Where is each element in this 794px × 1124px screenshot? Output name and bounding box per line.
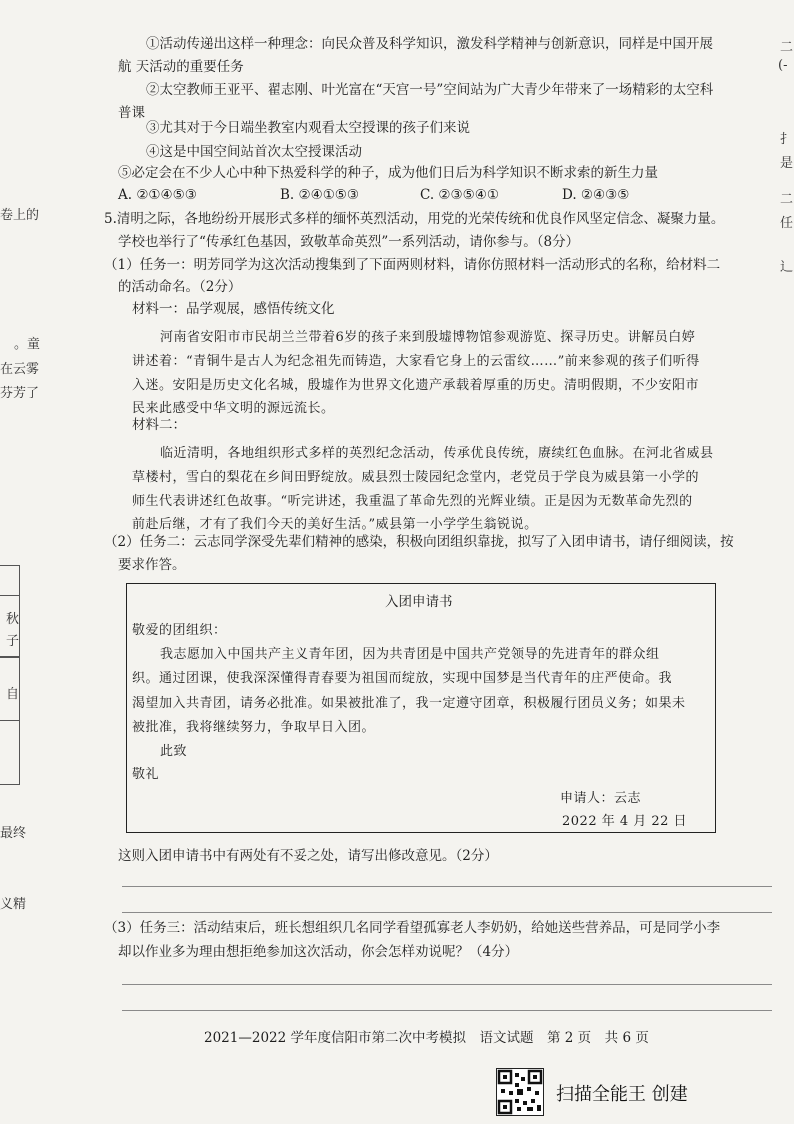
task-3-line-1: （3）任务三：活动结束后，班长想组织几名同学看望孤寡老人李奶奶，给她送些营养品，可是同学小李 xyxy=(104,920,721,936)
qr-code-icon xyxy=(496,1068,544,1116)
task-2-question: 这则入团申请书中有两处有不妥之处，请写出修改意见。（2分） xyxy=(118,848,498,864)
material-2-text: 前赴后继，才有了我们今天的美好生活。”威县第一小学学生翁锐说。 xyxy=(132,517,538,532)
left-strip-text: 自 xyxy=(6,687,20,702)
right-strip-text: 二 xyxy=(780,192,794,207)
letter-date: 2022 年 4 月 22 日 xyxy=(562,814,688,829)
task-2-line-1: （2）任务二：云志同学深受先辈们精神的感染，积极向团组织靠拢，拟写了入团申请书，请仔细阅读，按 xyxy=(104,534,734,550)
answer-line[interactable] xyxy=(122,1010,772,1011)
left-strip-text: 最终 xyxy=(0,826,27,841)
letter-paragraph: 被批准，我将继续努力，争取早日入团。 xyxy=(132,720,376,735)
material-2-text: 师生代表讲述红色故事。“听完讲述，我重温了革命先烈的光辉业绩。正是因为无数革命先烈的 xyxy=(132,494,693,509)
question-5-stem-line-2: 学校也举行了“传承红色基因，致敬革命英烈”一系列活动，请你参与。（8分） xyxy=(118,234,580,250)
choice-a: A. ②①④⑤③ xyxy=(118,187,197,203)
left-strip-text: 秋 xyxy=(6,612,20,627)
choice-b: B. ②④①⑤③ xyxy=(280,187,360,203)
material-1-text: 河南省安阳市市民胡兰兰带着6岁的孩子来到殷墟博物馆参观游览、探寻历史。讲解员白婷 xyxy=(160,330,696,345)
right-strip-text: 二 xyxy=(780,40,794,55)
letter-signer: 申请人：云志 xyxy=(560,791,642,806)
answer-line[interactable] xyxy=(122,886,772,887)
task-1-line-1: （1）任务一：明芳同学为这次活动搜集到了下面两则材料，请你仿照材料一活动形式的名称，给材料二 xyxy=(104,257,721,273)
scanner-watermark: 扫描全能王 创建 xyxy=(556,1084,688,1105)
left-strip-text: 义精 xyxy=(0,897,27,912)
question-5-stem-line-1: 5.清明之际，各地纷纷开展形式多样的缅怀英烈活动，用党的光荣传统和优良作风坚定信念、凝聚力量。 xyxy=(104,211,725,227)
letter-greeting: 敬爱的团组织： xyxy=(132,623,227,638)
task-2-line-2: 要求作答。 xyxy=(118,557,186,573)
answer-line[interactable] xyxy=(122,984,772,985)
option-1-line-1: ①活动传递出这样一种理念：向民众普及科学知识，激发科学精神与创新意识，同样是中国开展 xyxy=(146,36,713,52)
material-1-text: 入迷。安阳是历史文化名城，殷墟作为世界文化遗产承载着厚重的历史。清明假期，不少安阳市 xyxy=(132,378,700,393)
material-1-title: 材料一：品学观展，感悟传统文化 xyxy=(132,301,335,317)
page-footer: 2021—2022 学年度信阳市第二次中考模拟 语文试题 第 2 页 共 6 页 xyxy=(204,1030,649,1046)
material-2-text: 临近清明，各地组织形式多样的英烈纪念活动，传承优良传统，赓续红色血脉。在河北省威县 xyxy=(160,446,714,461)
right-strip-text: 任 xyxy=(780,216,794,231)
option-2-line-1: ②太空教师王亚平、翟志刚、叶光富在“天宫一号”空间站为广大青少年带来了一场精彩的太空科 xyxy=(146,82,714,98)
letter-closing: 敬礼 xyxy=(132,767,160,782)
right-strip-text: (- xyxy=(778,58,788,73)
choice-d: D. ②④③⑤ xyxy=(562,187,630,203)
choice-c: C. ②③⑤④① xyxy=(420,187,499,203)
letter-title: 入团申请书 xyxy=(385,594,453,610)
right-strip-text: 是 xyxy=(780,156,794,171)
option-3: ③尤其对于今日端坐教室内观看太空授课的孩子们来说 xyxy=(146,120,470,136)
left-strip-text: 在云雾 xyxy=(0,362,40,377)
task-1-line-2: 的活动命名。（2分） xyxy=(118,279,242,295)
left-strip-text: 子 xyxy=(6,634,20,649)
letter-closing: 此致 xyxy=(160,744,188,759)
right-strip-text: 扌 xyxy=(780,132,794,147)
material-1-text: 讲述着：“青铜牛是古人为纪念祖先而铸造，大家看它身上的云雷纹……”前来参观的孩子们听得 xyxy=(132,354,700,369)
option-2-line-2: 普课 xyxy=(118,105,145,121)
task-3-line-2: 却以作业多为理由想拒绝参加这次活动，你会怎样劝说呢？（4分） xyxy=(118,944,519,960)
material-2-title: 材料二： xyxy=(132,417,186,433)
left-strip-text: 卷上的 xyxy=(0,208,40,223)
letter-paragraph: 渴望加入共青团，请务必批准。如果被批准了，我一定遵守团章，积极履行团员义务；如果未 xyxy=(132,696,686,711)
option-5: ⑤必定会在不少人心中种下热爱科学的种子，成为他们日后为科学知识不断求索的新生力量 xyxy=(118,165,658,181)
material-2-text: 草楼村，雪白的梨花在乡间田野绽放。威县烈士陵园纪念堂内，老党员于学良为威县第一小学的 xyxy=(132,470,700,485)
letter-paragraph: 我志愿加入中国共产主义青年团，因为共青团是中国共产党领导的先进青年的群众组 xyxy=(160,647,660,662)
option-4: ④这是中国空间站首次太空授课活动 xyxy=(146,144,362,160)
right-strip-text: 辶 xyxy=(780,260,794,275)
letter-paragraph: 织。通过团课，使我深深懂得青春要为祖国而绽放，实现中国梦是当代青年的庄严使命。我 xyxy=(132,671,673,686)
material-1-text: 民来此感受中华文明的源远流长。 xyxy=(132,401,335,416)
left-strip-text: 。童 xyxy=(14,337,41,352)
option-1-line-2: 航 天活动的重要任务 xyxy=(118,59,244,75)
left-strip-text: 芬芳了 xyxy=(0,386,40,401)
answer-line[interactable] xyxy=(122,912,772,913)
